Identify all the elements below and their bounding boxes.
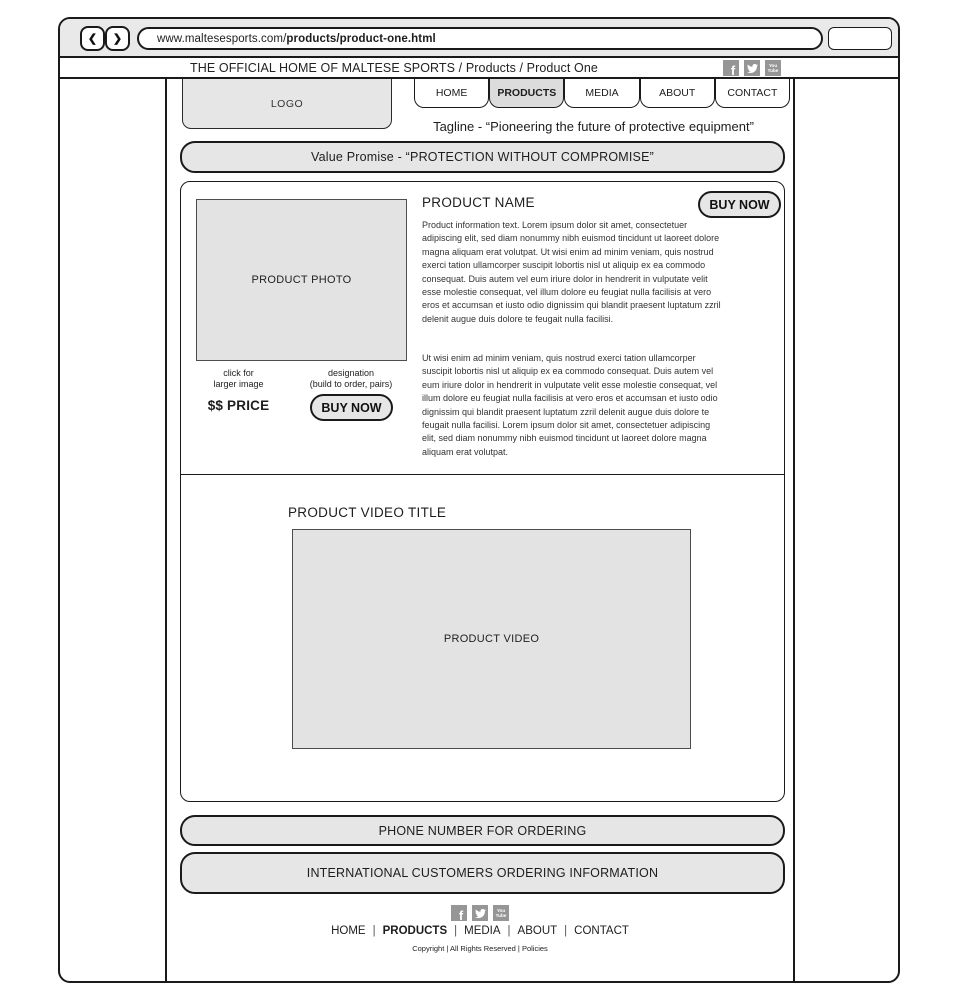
logo[interactable] — [182, 79, 392, 129]
footer-link-about[interactable]: ABOUT — [517, 925, 558, 937]
product-info-paragraph-2: Ut wisi enim ad minim veniam, quis nostrud exerci tation ullamcorper suscipit lobortis nisl ut aliquip ex ea commodo consequat. Duis autem vel eum iriure dolor in hendrerit in vulputate velit esse molestie consequat, vel illum dolore eu feugiat nulla facilisis at vero eros et accumsan et iusto odio dignissim qui blandit praesent luptatum zzril delenit augue duis dolore te feugait nulla facilisi. Lorem ipsum dolor sit amet, consectetuer adipiscing elit, sed diam nonummy nibh euismod tincidunt ut laoreet dolore magna aliquam erat volutpat. — [422, 353, 718, 457]
tab-contact[interactable] — [715, 79, 790, 108]
product-price: $$ PRICE — [207, 398, 270, 413]
facebook-icon[interactable] — [451, 905, 467, 921]
tab-about[interactable] — [640, 79, 715, 108]
footer-separator: | — [564, 925, 568, 937]
international-ordering-text: INTERNATIONAL CUSTOMERS ORDERING INFORMATION — [306, 866, 659, 880]
footer-social-icons — [167, 905, 793, 921]
footer-separator: | — [454, 925, 458, 937]
forward-button[interactable] — [105, 26, 130, 51]
buy-now-label: BUY NOW — [709, 197, 770, 212]
twitter-icon[interactable] — [472, 905, 488, 921]
click-for-larger-image-caption: click for larger image — [213, 368, 264, 390]
browser-search-box[interactable] — [828, 27, 892, 50]
logo-label: LOGO — [270, 97, 304, 110]
back-chevron-icon: ❮ — [87, 33, 98, 45]
back-button[interactable] — [80, 26, 105, 51]
url-text-path: products/product-one.html — [286, 32, 436, 45]
tab-products-label: PRODUCTS — [497, 87, 557, 99]
buy-now-button-bottom[interactable] — [310, 394, 393, 421]
facebook-icon[interactable] — [723, 60, 739, 76]
youtube-icon[interactable] — [493, 905, 509, 921]
tab-media-label: MEDIA — [585, 87, 619, 99]
product-name-heading: PRODUCT NAME — [422, 195, 535, 210]
tab-home[interactable] — [414, 79, 489, 108]
youtube-glyph: You Tube — [495, 907, 507, 918]
twitter-bird-glyph — [747, 63, 758, 74]
tab-contact-label: CONTACT — [727, 87, 778, 99]
footer-link-contact[interactable]: CONTACT — [574, 925, 629, 937]
product-video-player[interactable] — [292, 529, 691, 749]
footer-link-home[interactable]: HOME — [331, 925, 366, 937]
buy-now-button-top[interactable] — [698, 191, 781, 218]
tab-media[interactable] — [564, 79, 639, 108]
twitter-icon[interactable] — [744, 60, 760, 76]
youtube-icon[interactable] — [765, 60, 781, 76]
header-social-icons — [723, 60, 781, 76]
youtube-glyph: You Tube — [767, 62, 779, 73]
buy-now-label: BUY NOW — [321, 400, 382, 415]
tab-about-label: ABOUT — [659, 87, 696, 99]
tab-home-label: HOME — [435, 87, 468, 99]
breadcrumb: THE OFFICIAL HOME OF MALTESE SPORTS / Products / Product One — [190, 60, 598, 75]
product-info-paragraph-1: Product information text. Lorem ipsum dolor sit amet, consectetuer adipiscing elit, sed diam nonummy nibh euismod tincidunt ut laoreet dolore magna aliquam erat volutpat. Ut wisi enim ad minim veniam, quis nostrud exerci tation ullamcorper suscipit lobortis nisl ut aliquip ex ea commodo consequat. Duis autem vel eum iriure dolor in hendrerit in vulputate velit esse molestie consequat, vel illum dolore eu feugiat nulla facilisis at vero eros et accumsan et iusto odio dignissim qui blandit praesent luptatum zzril delenit augue duis dolore te feugait nulla facilisi. — [422, 220, 721, 324]
product-section-box — [180, 181, 785, 802]
product-photo[interactable] — [196, 199, 407, 361]
url-text-prefix: www.maltesesports.com/ — [157, 32, 287, 45]
site-header-row — [60, 58, 898, 79]
footer-separator: | — [372, 925, 376, 937]
product-video-title: PRODUCT VIDEO TITLE — [288, 505, 447, 520]
copyright-line: Copyright | All Rights Reserved | Policies — [412, 944, 548, 953]
designation-caption: designation (build to order, pairs) — [309, 368, 393, 390]
section-divider — [181, 474, 784, 475]
page-content-area — [60, 79, 898, 981]
phone-ordering-bar — [180, 815, 785, 846]
main-navigation-tabs — [414, 79, 790, 108]
international-ordering-bar — [180, 852, 785, 894]
facebook-glyph: f — [458, 907, 464, 921]
forward-chevron-icon: ❯ — [112, 33, 123, 45]
footer-link-media[interactable]: MEDIA — [464, 925, 501, 937]
twitter-bird-glyph — [475, 908, 486, 919]
tab-products[interactable] — [489, 79, 564, 108]
product-photo-label: PRODUCT PHOTO — [251, 274, 352, 286]
value-promise-bar — [180, 141, 785, 173]
url-address-bar[interactable] — [137, 27, 823, 50]
product-video-label: PRODUCT VIDEO — [443, 633, 540, 645]
footer-navigation — [167, 925, 793, 937]
footer-link-products[interactable]: PRODUCTS — [382, 925, 448, 937]
content-column — [165, 79, 795, 981]
phone-ordering-text: PHONE NUMBER FOR ORDERING — [378, 823, 587, 838]
footer-separator: | — [507, 925, 511, 937]
browser-window — [58, 17, 900, 983]
value-promise-text: Value Promise - “PROTECTION WITHOUT COMPROMISE” — [311, 150, 654, 164]
tagline: Tagline - “Pioneering the future of protective equipment” — [433, 119, 754, 134]
browser-chrome-bar — [60, 19, 898, 58]
facebook-glyph: f — [730, 62, 736, 76]
